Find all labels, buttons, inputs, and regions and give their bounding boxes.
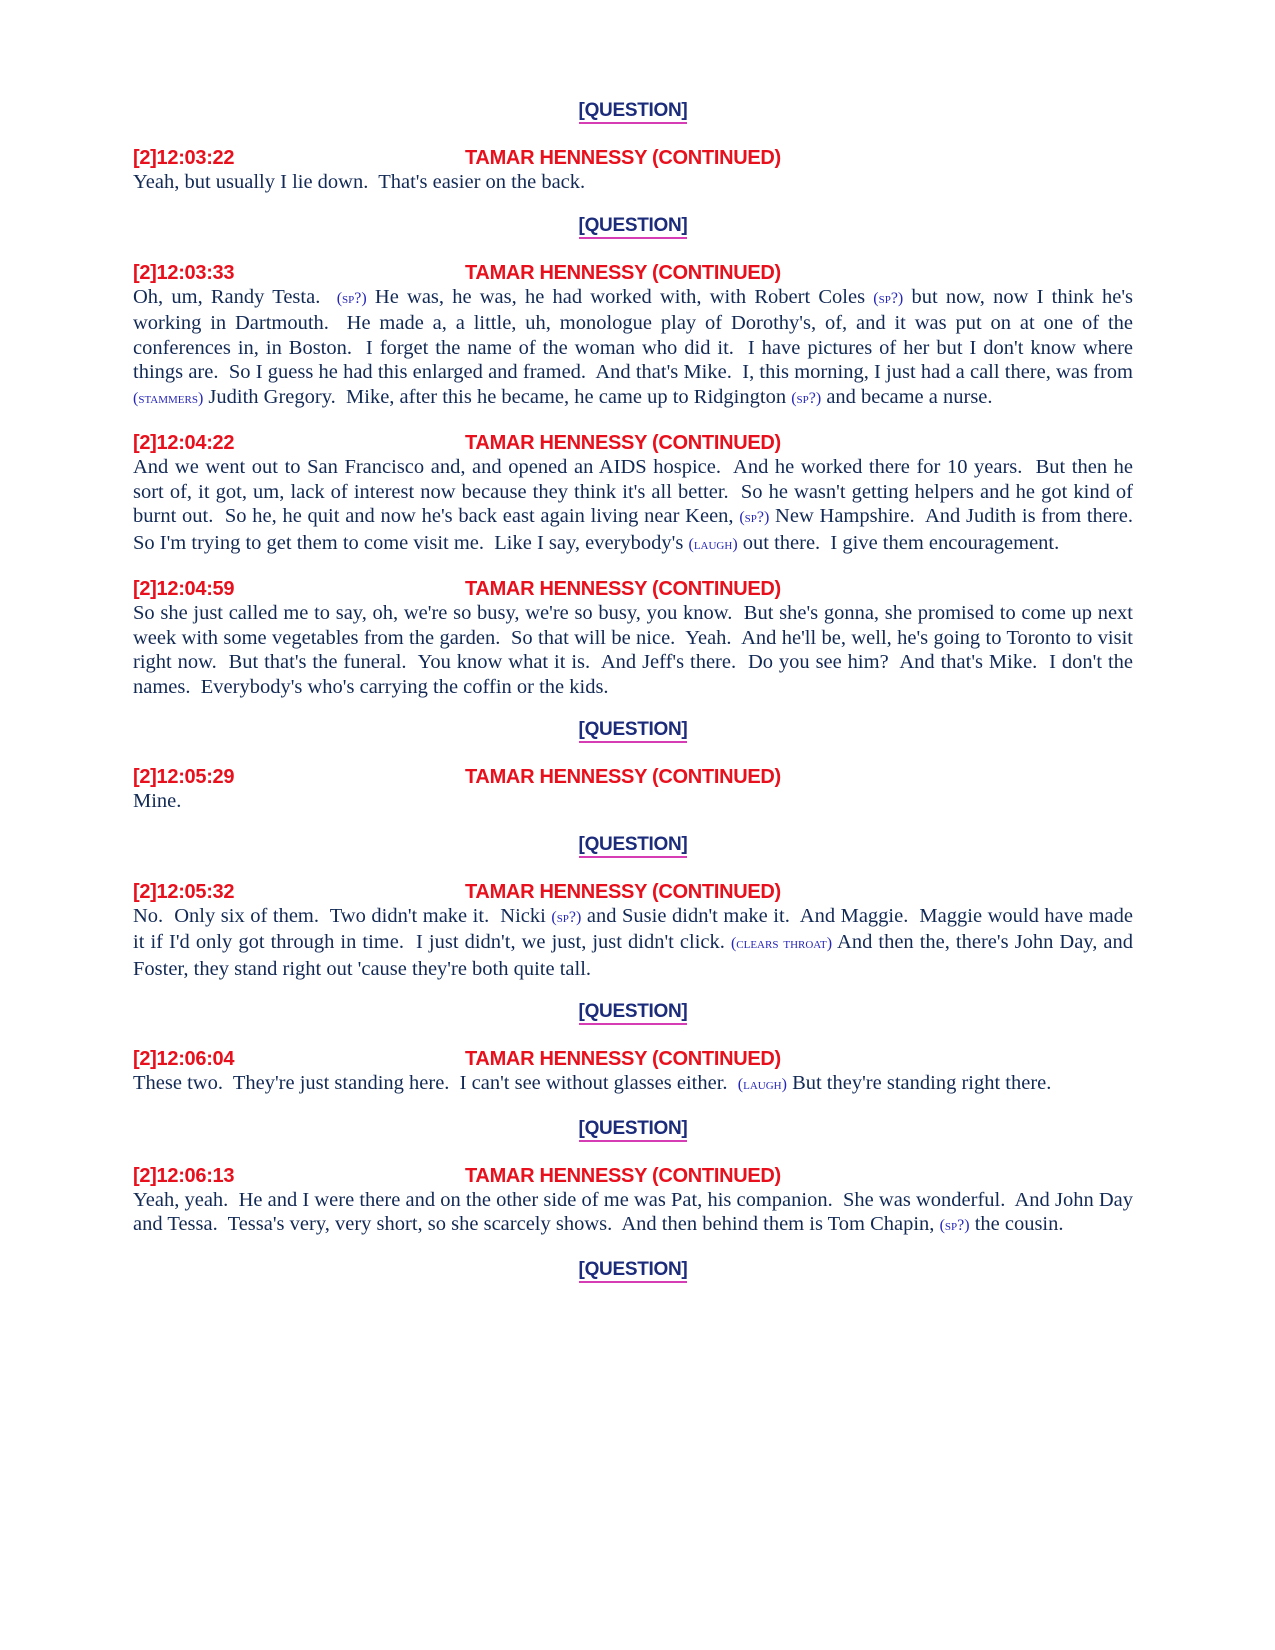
timecode: [2]12:04:22 [133,432,235,454]
speech-text: Yeah, yeah. He and I were there and on the other side of me was Pat, his companion. She was wonderful. And John Day and Tessa. Tessa's very, very short, so she scarcely shows. And then behind them is Tom Chapin, [133,1188,1139,1235]
speech-text: He was, he was, he had worked with, with Robert Coles [366,285,874,308]
answer-text [133,170,1133,195]
speaker-name: TAMAR HENNESSY (CONTINUED) [465,880,781,903]
timecode: [2]12:06:13 [133,1164,235,1187]
transcription-note: sp? [556,908,577,926]
speech-text: And we went out to San Francisco and, and opened an AIDS hospice. And he worked there for 10 years. But then he sort of, it got, um, lack of interest now because they think it's all better. So he wasn't getting helpers and he got kind of burnt out. So he, he quit and now he's back east again living near Keen, [133,456,1139,527]
note-paren-close: ) [897,289,904,307]
note-paren-open: ( [551,908,557,926]
note-paren-open: ( [737,1076,744,1093]
answer-block [133,1164,1139,1239]
question-marker [133,215,1133,239]
transcription-note: sp? [944,1217,965,1234]
speech-text: No. Only six of them. Two didn't make it. Nicki [133,904,552,927]
answer-text [133,1071,1133,1098]
note-paren-close: ) [964,1217,970,1234]
question-label: [QUESTION] [579,834,688,858]
answer-block [133,880,1139,982]
speech-text: But they're standing right there. [786,1072,1052,1094]
question-label: [QUESTION] [579,1118,688,1142]
transcription-note: clears throat [736,935,827,952]
note-paren-open: ( [730,935,737,952]
question-label: [QUESTION] [579,1001,688,1025]
timecode: [2]12:06:04 [133,1048,235,1070]
note-paren-close: ) [197,389,204,407]
speaker-name: TAMAR HENNESSY (CONTINUED) [465,766,781,788]
answer-text [133,455,1144,557]
speech-text: but now, now I think he's working in Dartmouth. He made a, a little, uh, monologue play of Dorothy's, of, and it was put on at one of the conferences in, in Boston. I forget the name of the woman who did it. I have pictures of her but I don't know where things are. So I guess he had this enlarged and framed. And that's Mike. I, this morning, I just had a call there, was from [133,285,1139,383]
note-paren-open: ( [739,509,745,526]
speaker-name: TAMAR HENNESSY (CONTINUED) [465,1048,781,1070]
timecode: [2]12:05:32 [133,880,235,903]
speech-text: and Susie didn't make it. And Maggie. Maggie would have made it if I'd only got through in time. I just didn't, we just, just didn't click. [133,904,1139,953]
note-paren-open: ( [336,289,343,307]
answer-block [133,765,1133,814]
question-marker [133,719,1133,743]
speaker-name: TAMAR HENNESSY (CONTINUED) [465,261,781,284]
transcription-note: sp? [878,289,898,307]
answer-header [133,765,1133,789]
note-paren-close: ) [781,1076,787,1093]
note-paren-open: ( [873,289,879,307]
speaker-name: TAMAR HENNESSY (CONTINUED) [465,1164,781,1187]
answer-header [133,880,1133,904]
speaker-name: TAMAR HENNESSY (CONTINUED) [465,432,781,454]
answer-text [133,789,1133,814]
speaker-name: TAMAR HENNESSY (CONTINUED) [465,147,781,169]
note-paren-close: ) [826,935,833,952]
question-marker [133,834,1133,858]
note-paren-open: ( [133,389,139,407]
timecode: [2]12:04:59 [133,578,235,600]
speech-text: New Hampshire. And Judith is from there. So I'm trying to get them to come visit me. Like I say, everybody's [133,505,1144,554]
transcription-note: sp? [744,509,764,526]
timecode: [2]12:03:22 [133,147,235,169]
answer-text [133,904,1139,982]
answer-block [133,431,1144,557]
question-label: [QUESTION] [579,1259,688,1283]
speech-text: Yeah, but usually I lie down. That's easier on the back. [133,171,586,193]
timecode: [2]12:05:29 [133,766,235,788]
answer-header [133,261,1133,285]
speech-text: and became a nurse. [821,385,993,408]
transcription-note: laugh [693,535,733,553]
question-marker [133,1118,1133,1142]
answer-block [133,1047,1133,1098]
answer-text [133,601,1139,699]
answer-header [133,431,1133,455]
answer-block [133,261,1139,412]
speech-text: Mine. [133,790,182,812]
transcription-note: laugh [743,1076,782,1093]
speech-text: Judith Gregory. Mike, after this he became, he came up to Ridgington [203,385,792,408]
question-marker [133,100,1133,124]
answer-text [133,1188,1139,1239]
speaker-name: TAMAR HENNESSY (CONTINUED) [465,578,781,600]
answer-block [133,146,1133,195]
question-marker [133,1259,1133,1283]
question-label: [QUESTION] [579,215,688,239]
question-label: [QUESTION] [579,719,688,743]
answer-header [133,1164,1133,1188]
answer-header [133,146,1133,170]
speech-text: out there. I give them encouragement. [737,531,1060,554]
speech-text: Oh, um, Randy Testa. [133,285,337,308]
note-paren-open: ( [688,535,694,553]
answer-block [133,577,1139,699]
note-paren-close: ) [361,289,367,307]
note-paren-open: ( [939,1217,945,1234]
note-paren-close: ) [576,908,582,926]
speech-text: the cousin. [969,1213,1064,1235]
answer-header [133,577,1133,601]
speech-text: And then the, there's John Day, and Foster, they stand right out 'cause they're both quite tall. [133,931,1139,980]
speech-text: So she just called me to say, oh, we're so busy, we're so busy, you know. But she's gonna, she promised to come up next week with some vegetables from the garden. So that will be nice. Yeah. And he'll be, well, he's going to Toronto to visit right now. But that's the funeral. You know what it is. And Jeff's there. Do you see him? And that's Mike. I don't the names. Everybody's who's carrying the coffin or the kids. [133,602,1139,698]
note-paren-close: ) [732,535,738,553]
answer-text [133,285,1139,412]
answer-header [133,1047,1133,1071]
transcription-note: sp? [796,389,816,407]
speech-text: These two. They're just standing here. I can't see without glasses either. [133,1072,738,1094]
transcription-note: stammers [138,389,198,407]
transcript-page [133,100,1144,1305]
transcription-note: sp? [342,289,362,307]
question-label: [QUESTION] [579,100,688,124]
note-paren-close: ) [763,509,770,526]
note-paren-open: ( [791,389,797,407]
timecode: [2]12:03:33 [133,261,235,284]
note-paren-close: ) [815,389,822,407]
question-marker [133,1001,1133,1025]
